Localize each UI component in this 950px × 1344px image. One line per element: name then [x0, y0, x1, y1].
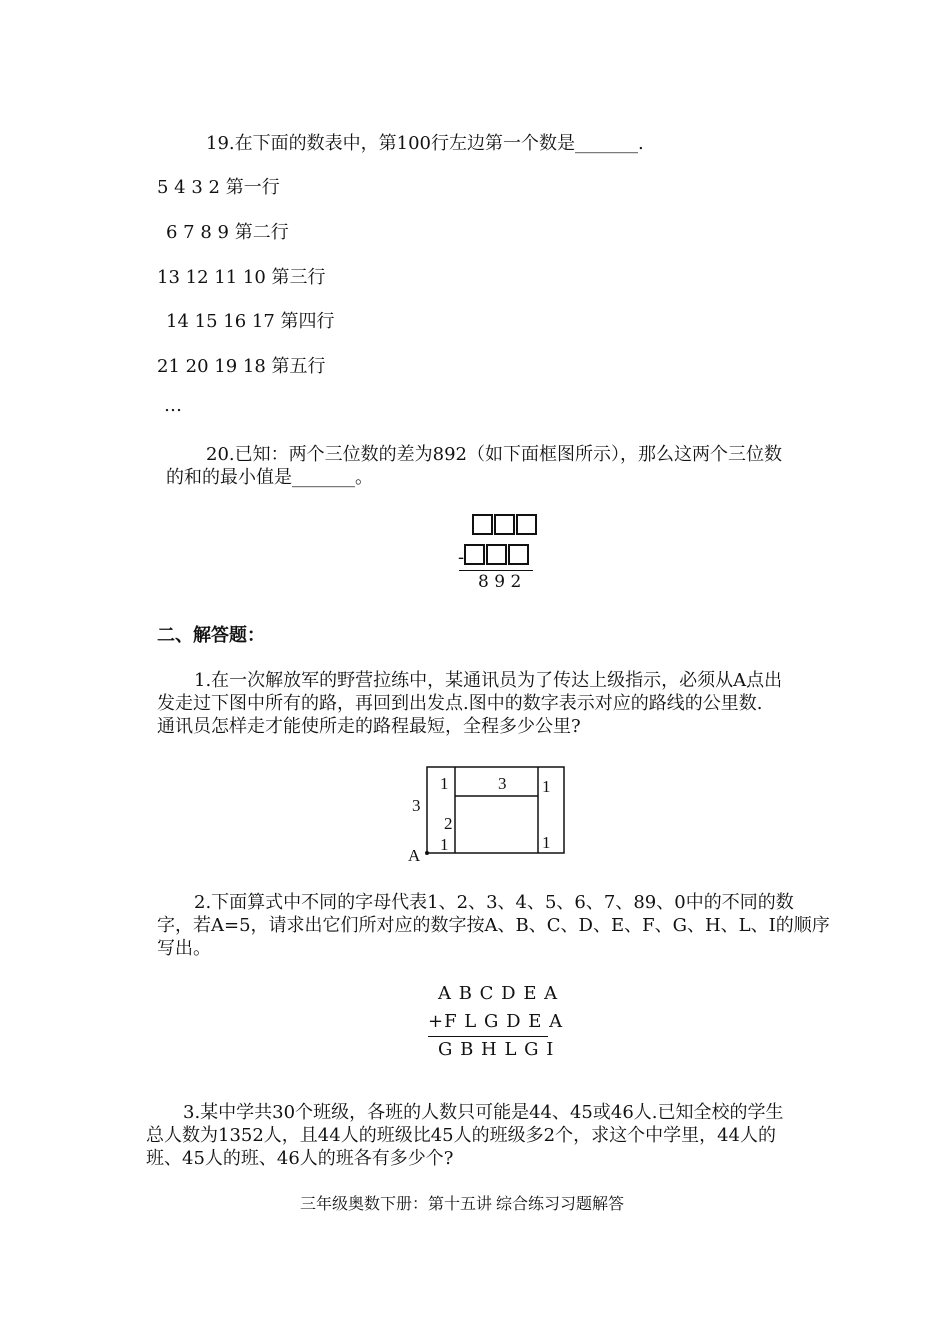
- p2-row-3: G B H L G I: [438, 1039, 555, 1060]
- label-top-right: 1: [542, 777, 551, 796]
- digit-box: [494, 514, 515, 535]
- q19-row-4: 14 15 16 17 第四行: [166, 311, 335, 332]
- p2-line-3: 写出。: [157, 938, 211, 959]
- p3-line-2: 总人数为1352人，且44人的班级比45人的班级多2个，求这个中学里，44人的: [146, 1125, 776, 1146]
- p1-line-2: 发走过下图中所有的路，再回到出发点.图中的数字表示对应的路线的公里数.: [157, 693, 763, 714]
- p3-line-1: 3.某中学共30个班级，各班的人数只可能是44、45或46人.已知全校的学生: [183, 1102, 784, 1123]
- q19-row-2: 6 7 8 9 第二行: [166, 222, 289, 243]
- label-left-outer: 3: [412, 796, 421, 815]
- q19-question: 19.在下面的数表中，第100行左边第一个数是_______.: [206, 133, 644, 154]
- section-heading: 二、解答题：: [157, 625, 265, 646]
- label-top-left: 1: [440, 774, 449, 793]
- q20-line-1: 20.已知：两个三位数的差为892（如下面框图所示），那么这两个三位数: [206, 444, 782, 465]
- q19-row-1: 5 4 3 2 第一行: [157, 177, 280, 198]
- p2-addition: [424, 980, 564, 1066]
- label-mid-left: 2: [444, 814, 453, 833]
- q20-boxes-bottom: [458, 544, 530, 568]
- p3-line-3: 班、45人的班、46人的班各有多少个?: [146, 1148, 454, 1169]
- point-a-dot: [425, 851, 429, 855]
- label-point-a: A: [408, 846, 421, 865]
- q20-result: 8 9 2: [478, 572, 522, 592]
- digit-box: [486, 544, 507, 565]
- q19-row-3: 13 12 11 10 第三行: [157, 267, 326, 288]
- q19-row-5: 21 20 19 18 第五行: [157, 356, 326, 377]
- p2-line-2: 字，若A=5，请求出它们所对应的数字按A、B、C、D、E、F、G、H、L、I的顺序: [157, 915, 830, 936]
- q20-minus-sign: -: [458, 547, 465, 568]
- digit-box: [472, 514, 493, 535]
- digit-box: [508, 544, 529, 565]
- p2-row-2: +F L G D E A: [428, 1011, 564, 1032]
- label-bottom-right: 1: [542, 833, 551, 852]
- page-footer: 三年级奥数下册：第十五讲 综合练习习题解答: [300, 1196, 625, 1213]
- p2-line-1: 2.下面算式中不同的字母代表1、2、3、4、5、6、7、89、0中的不同的数: [194, 892, 794, 913]
- label-bottom-left: 1: [440, 835, 449, 854]
- q19-ellipsis: …: [164, 395, 182, 416]
- p1-line-1: 1.在一次解放军的野营拉练中，某通讯员为了传达上级指示，必须从A点出: [194, 670, 783, 691]
- q20-boxes-top: [472, 514, 538, 537]
- p2-sum-line: [428, 1036, 548, 1037]
- q20-subtraction: [458, 510, 538, 592]
- p2-row-1: A B C D E A: [438, 983, 559, 1004]
- digit-box: [516, 514, 537, 535]
- q20-line-2: 的和的最小值是_______。: [166, 467, 373, 488]
- digit-box: [464, 544, 485, 565]
- label-top-mid: 3: [498, 774, 507, 793]
- p1-line-3: 通讯员怎样走才能使所走的路程最短，全程多少公里?: [157, 716, 581, 737]
- p1-route-diagram: [400, 760, 580, 870]
